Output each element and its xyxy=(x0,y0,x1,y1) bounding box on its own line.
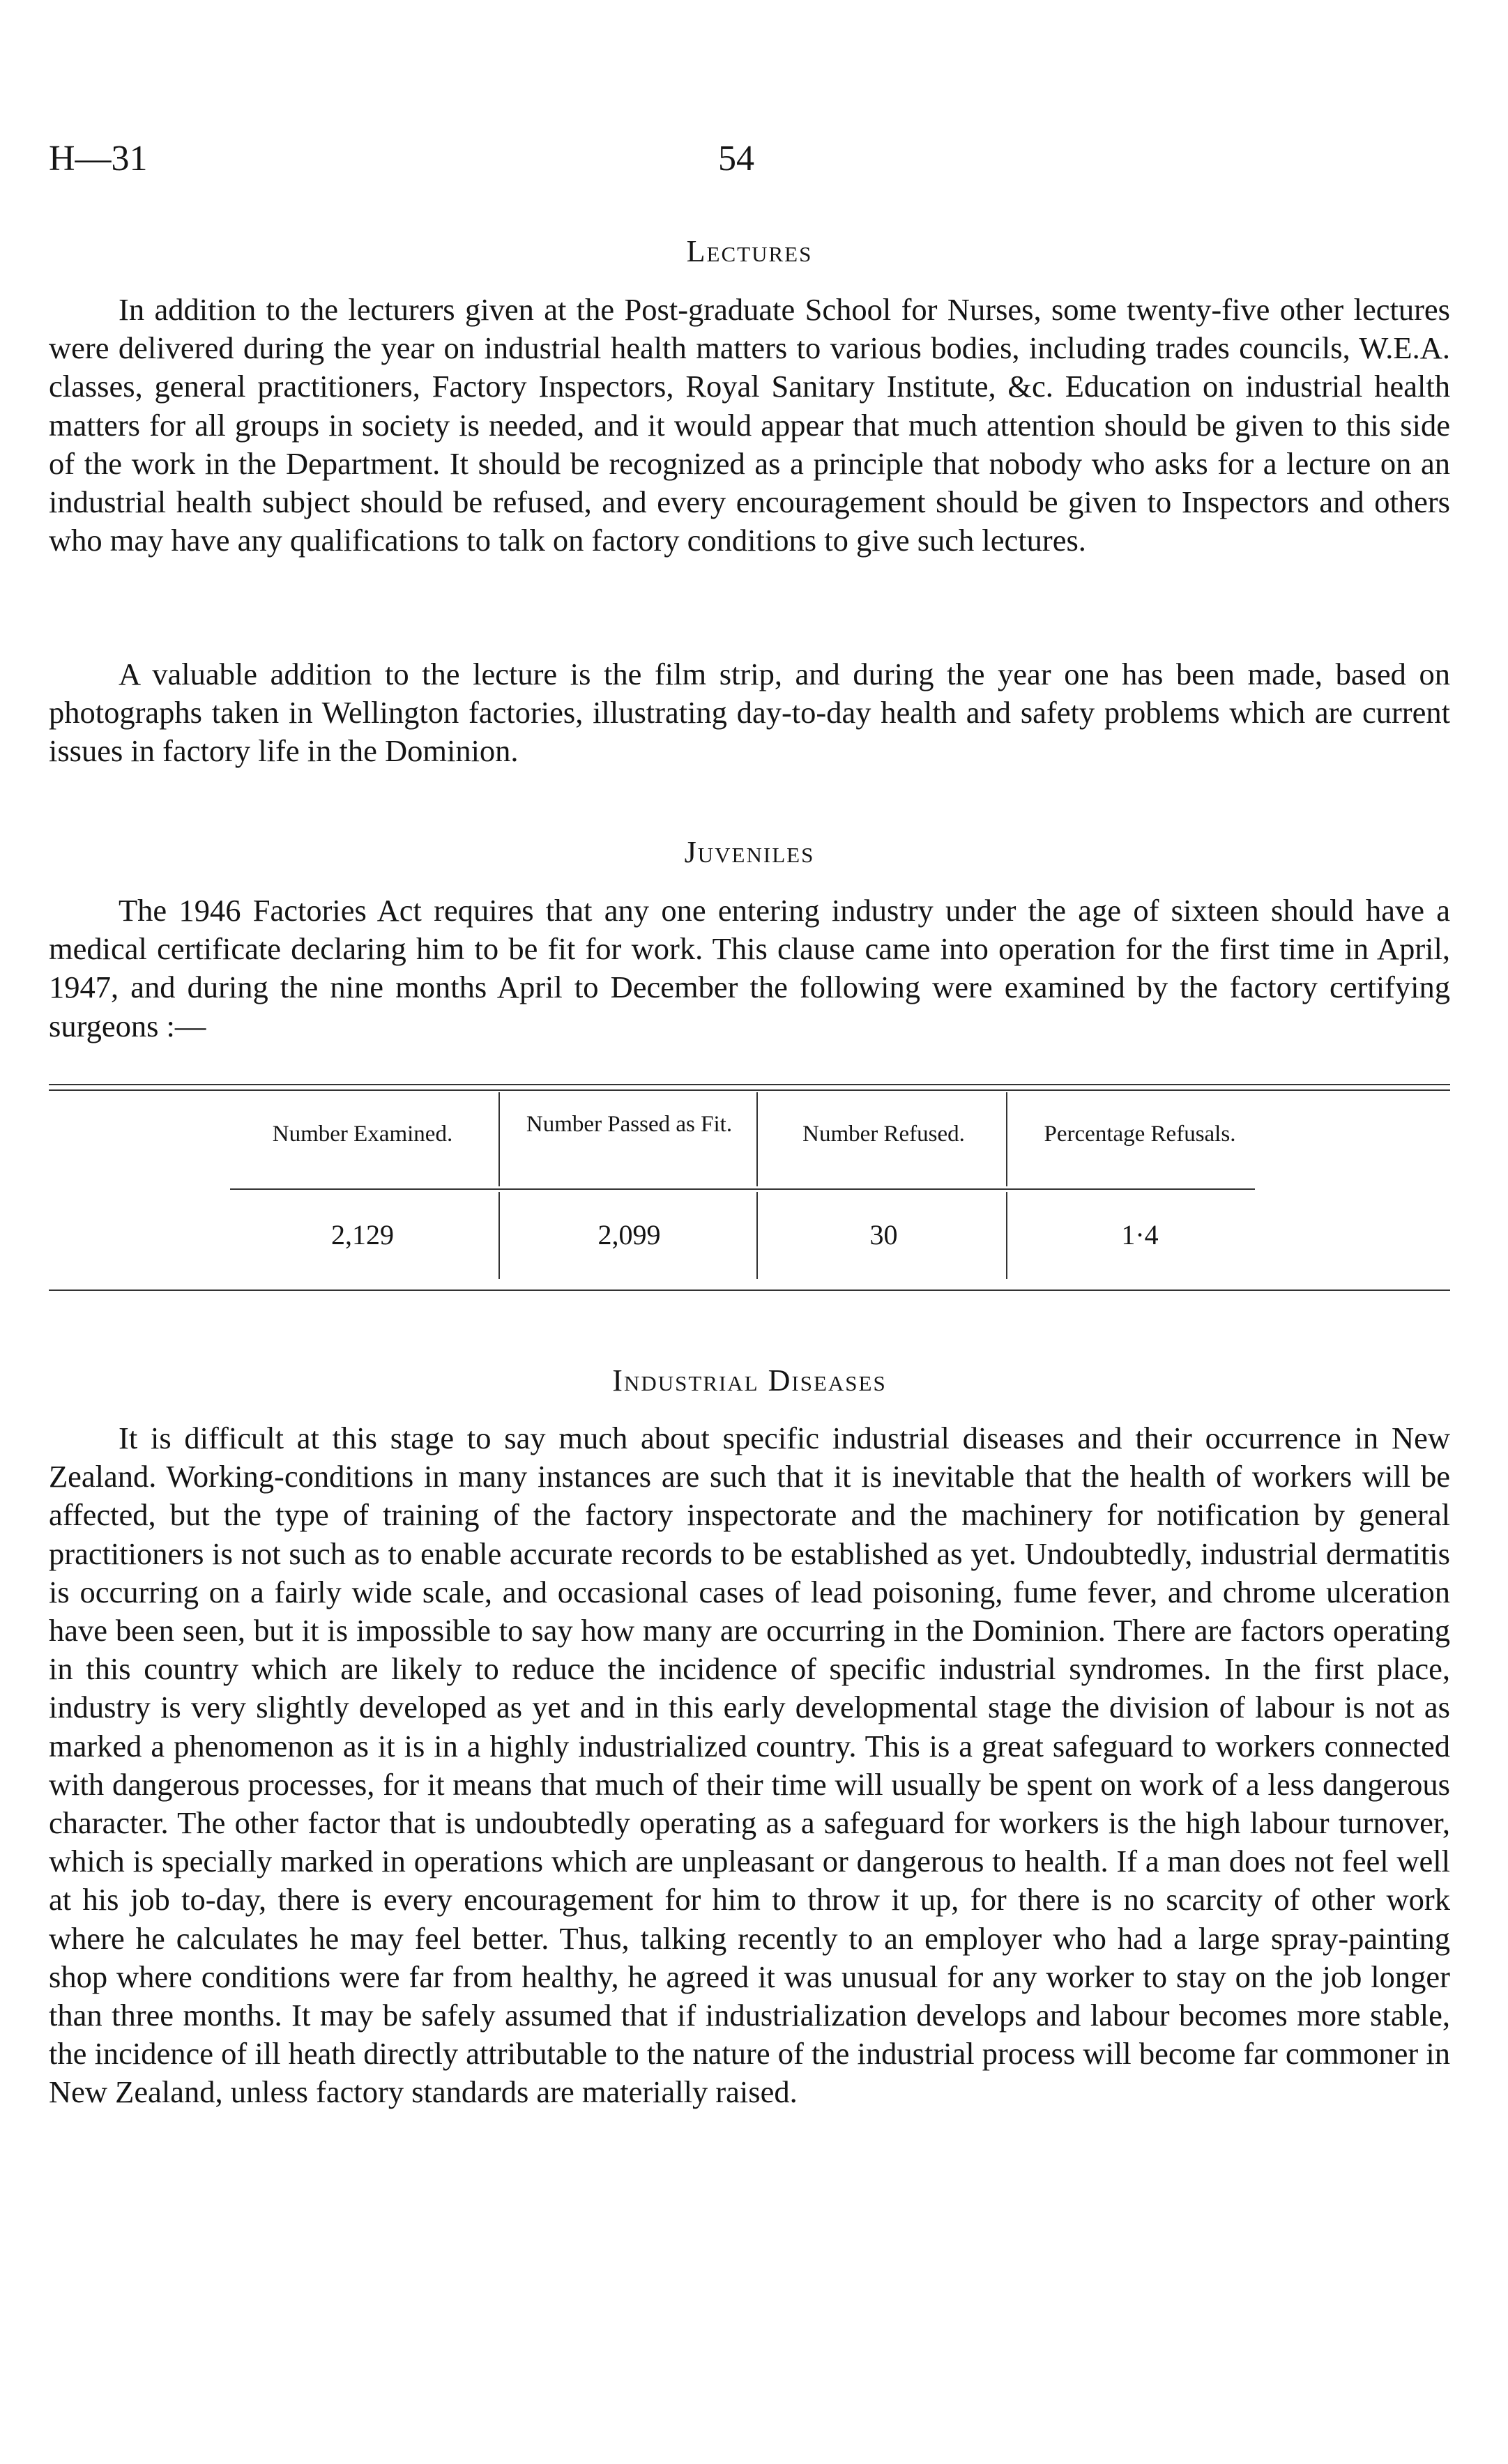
header-number-refused: Number Refused. xyxy=(802,1122,965,1147)
page-header xyxy=(49,138,1450,187)
document-reference: H—31 xyxy=(49,139,148,178)
lectures-paragraph-2: A valuable addition to the lecture is the film strip, and during the year one has been made, based on photographs taken in Wellington factories, illustrating day-to-day health and safety problems which are current issues in factory life in the Dominion. xyxy=(49,657,1450,769)
heading-juveniles: Juveniles xyxy=(684,835,815,869)
heading-industrial-diseases: Industrial Diseases xyxy=(612,1363,887,1398)
header-number-passed: Number Passed as Fit. xyxy=(526,1112,733,1137)
table-bottom-rule xyxy=(49,1290,1450,1291)
juveniles-paragraph-1: The 1946 Factories Act requires that any one entering industry under the age of sixteen should have a medical certificate declaring him to be fit for work. This clause came into operation for the first time in April, 1947, and during the nine months April to December the following were examined by the factory certifying surgeons :— xyxy=(49,893,1450,1043)
cell-number-refused: 30 xyxy=(869,1219,898,1250)
cell-number-examined: 2,129 xyxy=(331,1219,394,1250)
header-percentage-refusals: Percentage Refusals. xyxy=(1044,1122,1236,1147)
industrial-diseases-paragraph-1: It is difficult at this stage to say much about specific industrial diseases and their occurrence in New Zealand. Working-conditions in many instances are such that it is inevitable that the health of workers will be affected, but the type of training of the factory inspectorate and the machinery for notification by general practitioners is not such as to enable accurate records to be established as yet. Undoubtedly, industrial dermatitis is occurring on a fairly wide scale, and occasional cases of lead poisoning, fume fever, and chrome ulceration have been seen, but it is impossible to say how many are occurring in the Dominion. There are factors operating in this country which are likely to reduce the incidence of specific industrial syndromes. In the first place, industry is very slightly developed as yet and in this early developmental stage the division of labour is not as marked a phenomenon as it is in a highly industrialized country. This is a great safeguard to workers connected with dangerous processes, for it means that much of their time will usually be spent on work of a less dangerous character. The other factor that is undoubtedly operating as a safeguard for workers is the high labour turnover, which is specially marked in operations which are unpleasant or dangerous to health. If a man does not feel well at his job to-day, there is every encouragement for him to throw it up, for there is no scarcity of other work where he calculates he may feel better. Thus, talking recently to an employer who had a large spray-painting shop where conditions were far from healthy, he agreed it was unusual for any worker to stay on the job longer than three months. It may be safely assumed that if industrialization develops and labour becomes more stable, the incidence of ill heath directly attributable to the nature of the industrial process will become far commoner in New Zealand, unless factory standards are materially raised. xyxy=(49,1421,1450,2110)
cell-number-passed: 2,099 xyxy=(597,1219,661,1250)
table-top-rule-inner xyxy=(49,1089,1450,1091)
header-number-examined: Number Examined. xyxy=(272,1122,453,1147)
heading-lectures: Lectures xyxy=(686,234,813,268)
column-divider-2-body xyxy=(756,1192,758,1279)
column-divider-3 xyxy=(1006,1092,1007,1186)
column-divider-1 xyxy=(498,1092,500,1186)
lectures-paragraph-1: In addition to the lecturers given at the Post-graduate School for Nurses, some twenty-five other lectures were delivered during the year on industrial health matters to various bodies, including trades councils, W.E.A. classes, general practitioners, Factory Inspectors, Royal Sanitary Institute, &c. Education on industrial health matters for all groups in society is needed, and it would appear that much attention should be given to this side of the work in the Department. It should be recognized as a principle that nobody who asks for a lecture on an industrial health subject should be refused, and every encouragement should be given to Inspectors and others who may have any qualifications to talk on factory conditions to give such lectures. xyxy=(49,292,1450,558)
table-header-divider xyxy=(230,1188,1255,1190)
column-divider-2 xyxy=(756,1092,758,1186)
page-number: 54 xyxy=(718,139,754,178)
column-divider-1-body xyxy=(498,1192,500,1279)
table-top-rule xyxy=(49,1084,1450,1085)
cell-percentage-refusals: 1·4 xyxy=(1121,1219,1159,1250)
